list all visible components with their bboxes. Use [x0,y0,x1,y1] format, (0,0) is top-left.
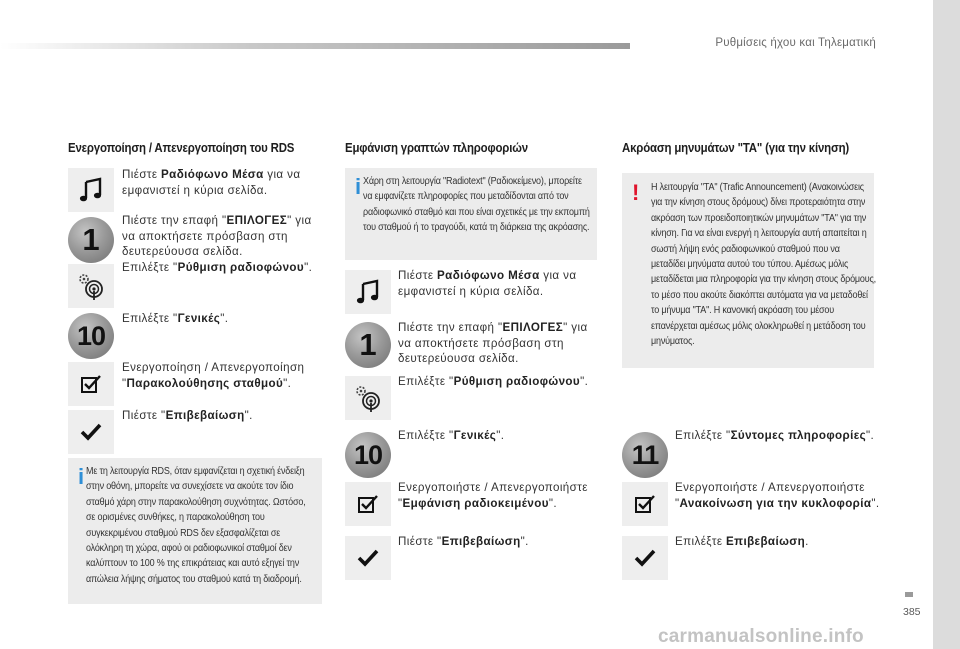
settings-radio-icon [76,271,106,301]
checkmark-icon [634,549,656,567]
side-strip [933,0,960,649]
info-icon: i [78,464,85,489]
col1-step-confirm: Πιέστε "Επιβεβαίωση". [122,409,253,422]
col3-confirm-box [622,536,668,580]
col1-confirm-box [68,410,114,454]
col3-checkbox-box [622,482,668,526]
page-marker [905,592,913,597]
settings-radio-icon [353,383,383,413]
col1-step-station-tracking: Ενεργοποίηση / Απενεργοποίηση "Παρακολούθησης σταθμού". [122,361,305,390]
col1-step-number-10: 10 [68,313,114,359]
warning-icon: ! [632,180,640,205]
checkbox-icon [80,374,102,394]
col2-step-radio-settings: Επιλέξτε "Ρύθμιση ραδιοφώνου". [398,375,589,388]
col2-settings-box [345,376,391,420]
watermark: carmanualsonline.info [658,626,864,647]
col1-info-text: Με τη λειτουργία RDS, όταν εμφανίζεται η σχετική ένδειξη στην οθόνη, μπορείτε να συνεχίσετε να ακούτε τον ίδιο σταθμό χάρη στην παρακολούθηση συχνότητας. Ωστόσο, σε ορισμένες συνθήκες, η παρακολούθηση του συγκεκριμένου σταθμού RDS δεν εξασφαλίζεται σε ολόκληρη τη χώρα, αφού οι ραδιοφωνικοί σταθμοί δεν καλύπτουν το 100 % της επικράτειας και αυτό εξηγεί την απώλεια λήψης σήματος του σταθμού κατά τη διαδρομή. [86,466,306,585]
col3-title: Ακρόαση μηνυμάτων "TA" (για την κίνηση) [622,140,850,155]
col1-settings-box [68,264,114,308]
col2-title: Εμφάνιση γραπτών πληροφοριών [345,140,528,155]
col2-step-options: Πιέστε την επαφή "ΕΠΙΛΟΓΕΣ" για να αποκτήσετε πρόσβαση στη δευτερεύουσα σελίδα. [398,321,588,366]
col1-step-number-1: 1 [68,217,114,263]
page-number: 385 [903,606,921,618]
col3-step-short-info: Επιλέξτε "Σύντομες πληροφορίες". [675,429,875,442]
page-header-title: Ρυθμίσεις ήχου και Τηλεματική [715,37,876,49]
col2-step-number-1: 1 [345,322,391,368]
col2-step-confirm: Πιέστε "Επιβεβαίωση". [398,535,529,548]
checkbox-icon [357,494,379,514]
col2-confirm-box [345,536,391,580]
checkmark-icon [80,423,102,441]
col2-info-box [345,168,597,260]
col3-step-confirm: Επιλέξτε Επιβεβαίωση. [675,535,809,548]
col2-info-text: Χάρη στη λειτουργία "Radiotext" (Ραδιοκείμενο), μπορείτε να εμφανίζετε πληροφορίες που μεταδίδονται από τον ραδιοφωνικό σταθμό και που είναι σχετικές με την εκπομπή του σταθμού ή το τραγούδι, κατά τη διάρκεια της ακρόασης. [363,176,590,234]
col1-music-box [68,168,114,212]
info-icon: i [355,174,362,199]
col2-step-music: Πιέστε Ραδιόφωνο Μέσα για να εμφανιστεί η κύρια σελίδα. [398,269,577,298]
music-note-icon [356,279,380,305]
col1-checkbox-box [68,362,114,406]
col3-step-number-11: 11 [622,432,668,478]
col1-info-box [68,458,322,604]
col1-title: Ενεργοποίηση / Απενεργοποίηση του RDS [68,140,295,155]
col3-warning-text: Η λειτουργία "TA" (Trafic Announcement) (Ανακοινώσεις για την κίνηση στους δρόμους) δίνει προτεραιότητα στην ακρόαση των προειδοποιητικών μηνυμάτων "TA" για την κίνηση. Για να είναι ενεργή η λειτουργία αυτή απαιτείται η σωστή λήψη ενός ραδιοφωνικού σταθμού που να μεταδίδει μηνύματα αυτού του τύπου. Αμέσως μόλις μεταδίδεται μια πληροφορία για την κίνηση στους δρόμους, το μέσο που ακούτε διακόπτει αυτόματα για να μεταδοθεί το μήνυμα "TA". Η κανονική ακρόαση του μέσου επανέρχεται αμέσως μόλις ολοκληρωθεί η μετάδοση του μηνύματος. [651,182,876,348]
col2-checkbox-box [345,482,391,526]
checkbox-icon [634,494,656,514]
col2-step-radiotext: Ενεργοποιήστε / Απενεργοποιήστε "Εμφάνιση ραδιοκειμένου". [398,481,588,510]
col2-music-box [345,270,391,314]
col1-step-music: Πιέστε Ραδιόφωνο Μέσα για να εμφανιστεί η κύρια σελίδα. [122,168,301,197]
col2-step-general: Επιλέξτε "Γενικές". [398,429,505,442]
col1-step-options: Πιέστε την επαφή "ΕΠΙΛΟΓΕΣ" για να αποκτήσετε πρόσβαση στη δευτερεύουσα σελίδα. [122,214,312,259]
col3-step-traffic-announcement: Ενεργοποιήστε / Απενεργοποιήστε "Ανακοίνωση για την κυκλοφορία". [675,481,880,510]
col1-step-general: Επιλέξτε "Γενικές". [122,312,229,325]
col3-warning-box [622,173,874,368]
music-note-icon [79,177,103,203]
col1-step-radio-settings: Επιλέξτε "Ρύθμιση ραδιοφώνου". [122,261,313,274]
checkmark-icon [357,549,379,567]
col2-step-number-10: 10 [345,432,391,478]
header-decor-bar [0,43,630,49]
